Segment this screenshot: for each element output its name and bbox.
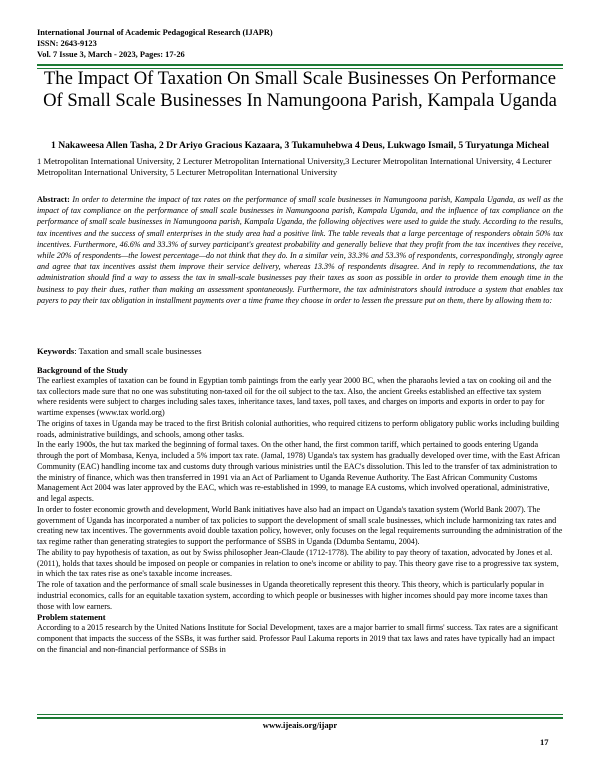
keywords bbox=[37, 346, 563, 356]
journal-issn: ISSN: 2643-9123 bbox=[37, 39, 97, 48]
footer-rule bbox=[37, 717, 563, 719]
paragraph: According to a 2015 research by the United Nations Institute for Social Development, taxes are a major barrier to small firms' success. Tax rates are a significant component that impacts the success of the SSBs, it was further said. Professor Paul Lakuma reports in 2019 that tax laws and rates have typically had an impact on the financial and non-financial performance of SSBs in bbox=[37, 623, 558, 654]
keywords-label: Keywords bbox=[37, 346, 75, 356]
paragraph: The role of taxation and the performance of small scale businesses in Uganda theoretically represent this theory. This theory, which is particularly popular in industrial economics, calls for an equitable taxation system, according to which people or businesses with higher incomes should pay more income taxes than those with low earners. bbox=[37, 580, 548, 611]
paragraph: The earliest examples of taxation can be found in Egyptian tomb paintings from the early year 2000 BC, when the pharaohs levied a tax on cooking oil and the tax collectors made sure that no one was substituting non-taxed oil for the oil subject to the tax. Also, the ancient Greeks established an effective tax system where residents were subject to charges including sales taxes, inheritance taxes, land taxes, poll taxes, and charges on imports and exports in order to pay for wartime expenses (www.tax world.org) bbox=[37, 375, 552, 417]
paragraph: In the early 1900s, the hut tax marked the beginning of formal taxes. On the other hand, the first common tariff, which pertained to goods entering Uganda through the port of Mombasa, Kenya, included a 5% import tax rate. (Jamal, 1978) Uganda's tax system has gradually developed over time, with the East African Community (EAC) handling income tax and customs duty through various ministries until the EAC's dissolution. This led to the transfer of tax administration to the ministry of finance, which was then transferred in 1991 via an Act of Parliament to Uganda Revenue Authority. The East African Community Customs Management Act 2004 was later approved by the EAC, which was re-established in 1999, to manage EA customs, which involved operational, administrative, and legal aspects. bbox=[37, 440, 560, 503]
footer-rule-thin bbox=[37, 714, 563, 715]
abstract-label: Abstract: bbox=[37, 195, 70, 204]
paragraph: In order to foster economic growth and development, World Bank initiatives have also had an impact on Uganda's taxation system (World Bank 2007). The government of Uganda has incorporated a number of tax policies to support the development of small scale businesses, which include harmonizing tax rates and creating new tax incentives. The governments avoid double taxation policy, however, only focuses on the legal requirements surrounding the administration of the tax regime rather than generating strategies to support the performance of SSBS in Uganda (Ddumba Sentamu, 2004). bbox=[37, 504, 563, 546]
paper-title: The Impact Of Taxation On Small Scale Businesses On Performance Of Small Scale Businesses In Namungoona Parish, Kampala Uganda bbox=[43, 68, 557, 111]
journal-name: International Journal of Academic Pedagogical Research (IJAPR) bbox=[37, 28, 273, 37]
journal-header bbox=[37, 27, 273, 60]
journal-volume: Vol. 7 Issue 3, March - 2023, Pages: 17-26 bbox=[37, 50, 185, 59]
paragraph: The origins of taxes in Uganda may be traced to the first British colonial authorities, who required citizens to perform obligatory public works including building roads, administrative buildings, and schools, among other tasks. bbox=[37, 418, 560, 439]
abstract-text: In order to determine the impact of tax rates on the performance of small scale businesses in Namungoona parish, Kampala Uganda, as well as the impact of tax compliance on the performance of small scale businesses in Namungoona parish, Kampala Uganda, and the influence of tax compliance on the performance of small scale businesses in Namungoona parish, Kampala Uganda, the following objectives were used to guide the study. According to the results, tax incentives and the success of small enterprises in the study area had a positive link. The table reveals that a large percentage of responders obtain 50% tax incentives. Furthermore, 46.6% and 33.3% of survey participant's greatest probability and generally believe that they profit from the tax incentives they receive, while 20% of respondents—the lowest percentage—do not think that they do. In a similar vein, 33.3% and 53.3% of respondents, correspondingly, strongly agree and agree that tax incentives assist them improve their service delivery, whereas 13.3% of respondents disagree. And in reply to recommendations, the tax administration should find a way to assess the tax in small-scale businesses pay their taxes as soon as possible in order to provide them enough time in the business to pay their dues, rather than making an assessment spontaneously. Furthermore, the tax administrators should introduce a system that enables tax payers to pay their tax obligation in installment payments over a time frame they choose in order to lessen the pressure put on them, there by allowing them to: bbox=[37, 195, 563, 305]
paper-body bbox=[37, 365, 563, 655]
paper-authors: 1 Nakaweesa Allen Tasha, 2 Dr Ariyo Gracious Kazaara, 3 Tukamuhebwa 4 Deus, Lukwago Ismail, 5 Turyatunga Micheal bbox=[51, 140, 549, 151]
header-rule bbox=[37, 64, 563, 66]
paragraph: The ability to pay hypothesis of taxation, as out by Swiss philosopher Jean-Claude (1712-1778). The ability to pay theory of taxation, advocated by Jones et al. (2011), holds that taxes should be imposed on people or companies in relation to one's income or ability to pay. This theory gave rise to a progressive tax system, in which the tax rates rise as one's taxable income increases. bbox=[37, 547, 559, 579]
section-heading-problem: Problem statement bbox=[37, 612, 106, 623]
paper-affiliations: 1 Metropolitan International University, 2 Lecturer Metropolitan International University,3 Lecturer Metropolitan International University, 4 Lecturer Metropolitan International University, 5 Lecturer Metropolitan International University bbox=[37, 156, 552, 177]
abstract bbox=[37, 194, 563, 306]
section-heading-background: Background of the Study bbox=[37, 365, 128, 375]
page-number: 17 bbox=[540, 737, 549, 747]
journal-website[interactable]: www.ijeais.org/ijapr bbox=[262, 720, 338, 730]
keywords-text: : Taxation and small scale businesses bbox=[74, 346, 202, 356]
